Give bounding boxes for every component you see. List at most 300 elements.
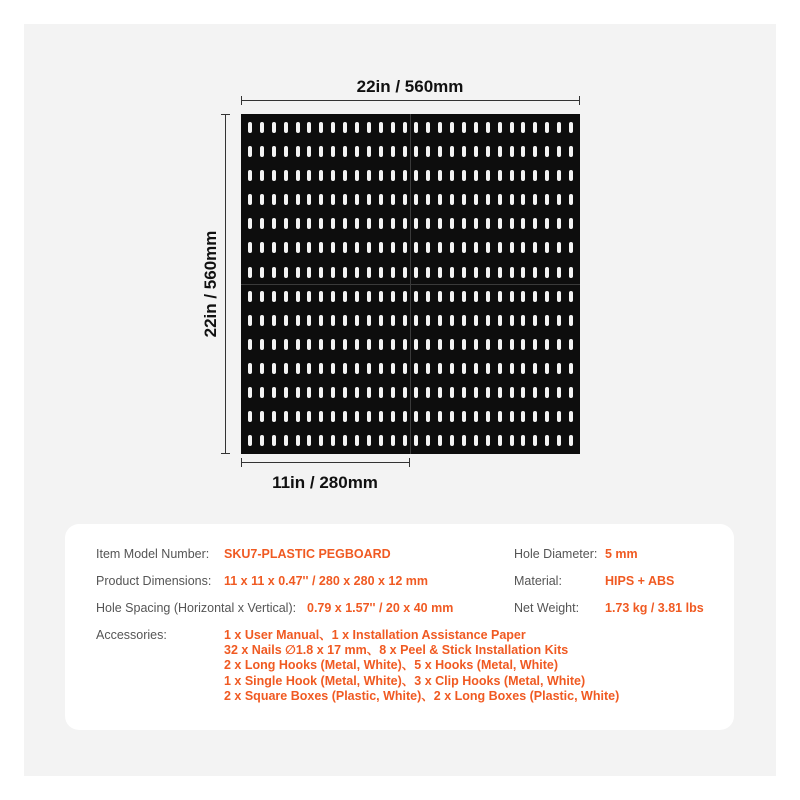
pegboard-slot bbox=[331, 218, 335, 229]
pegboard-slot bbox=[355, 146, 359, 157]
pegboard-slot bbox=[557, 122, 561, 133]
pegboard-slot bbox=[355, 170, 359, 181]
pegboard-slot bbox=[462, 242, 466, 253]
pegboard-slot bbox=[391, 170, 395, 181]
height-dimension-tick-bottom bbox=[221, 453, 230, 454]
pegboard-slot bbox=[557, 387, 561, 398]
item-model-number-label: Item Model Number: bbox=[96, 547, 210, 561]
pegboard-slot bbox=[260, 242, 264, 253]
pegboard-slot bbox=[355, 339, 359, 350]
pegboard-slot bbox=[557, 194, 561, 205]
pegboard-slot bbox=[438, 363, 442, 374]
accessory-item: 1 x Single Hook (Metal, White)、3 x Clip Hooks (Metal, White) bbox=[224, 673, 586, 688]
pegboard-slot bbox=[462, 435, 466, 446]
pegboard-slot bbox=[272, 411, 276, 422]
pegboard-slot bbox=[248, 411, 252, 422]
pegboard-slot bbox=[569, 387, 573, 398]
pegboard-slot bbox=[474, 411, 478, 422]
pegboard-slot bbox=[569, 435, 573, 446]
pegboard-slot bbox=[343, 315, 347, 326]
pegboard-slot bbox=[379, 122, 383, 133]
pegboard-slot bbox=[307, 339, 311, 350]
pegboard-slot bbox=[474, 194, 478, 205]
pegboard-slot bbox=[569, 146, 573, 157]
item-model-number-value: SKU7-PLASTIC PEGBOARD bbox=[224, 547, 391, 561]
pegboard-slot bbox=[533, 339, 537, 350]
pegboard-slot bbox=[414, 363, 418, 374]
pegboard-slot bbox=[521, 242, 525, 253]
hole-spacing-label: Hole Spacing (Horizontal x Vertical): bbox=[96, 601, 297, 615]
pegboard-slot bbox=[379, 387, 383, 398]
pegboard-slot bbox=[533, 411, 537, 422]
pegboard-slot bbox=[284, 194, 288, 205]
pegboard-slot bbox=[521, 339, 525, 350]
pegboard-slot bbox=[414, 411, 418, 422]
pegboard-slot bbox=[296, 339, 300, 350]
pegboard-slot bbox=[284, 170, 288, 181]
pegboard-slot bbox=[438, 218, 442, 229]
pegboard-slot bbox=[450, 363, 454, 374]
pegboard-slot bbox=[569, 122, 573, 133]
accessories-list bbox=[224, 628, 619, 704]
pegboard-slot bbox=[260, 339, 264, 350]
pegboard-slot bbox=[296, 170, 300, 181]
pegboard-slot bbox=[438, 194, 442, 205]
pegboard-slot bbox=[545, 315, 549, 326]
pegboard-slot bbox=[367, 315, 371, 326]
pegboard-slot bbox=[284, 387, 288, 398]
pegboard-slot bbox=[569, 363, 573, 374]
hole-diameter-value: 5 mm bbox=[605, 547, 638, 561]
material-label: Material: bbox=[514, 574, 562, 588]
pegboard-slot bbox=[450, 267, 454, 278]
pegboard-slot bbox=[426, 291, 430, 302]
pegboard-slot bbox=[533, 291, 537, 302]
pegboard-slot bbox=[319, 170, 323, 181]
pegboard-slot bbox=[296, 218, 300, 229]
pegboard-slot bbox=[248, 363, 252, 374]
pegboard-slot bbox=[498, 291, 502, 302]
pegboard-slot bbox=[545, 170, 549, 181]
pegboard-slot bbox=[272, 170, 276, 181]
net-weight-value: 1.73 kg / 3.81 lbs bbox=[605, 601, 704, 615]
pegboard-slot bbox=[438, 387, 442, 398]
pegboard-slot bbox=[260, 435, 264, 446]
pegboard-slot bbox=[307, 363, 311, 374]
pegboard-slot bbox=[486, 218, 490, 229]
pegboard-slot bbox=[296, 435, 300, 446]
pegboard-slot bbox=[248, 315, 252, 326]
pegboard-slot bbox=[248, 291, 252, 302]
pegboard-slot bbox=[319, 363, 323, 374]
pegboard-slot bbox=[426, 267, 430, 278]
pegboard-slot bbox=[557, 435, 561, 446]
pegboard-slot bbox=[474, 387, 478, 398]
pegboard-slot bbox=[510, 411, 514, 422]
pegboard-slot bbox=[521, 315, 525, 326]
pegboard-slot bbox=[331, 363, 335, 374]
pegboard-slot bbox=[533, 194, 537, 205]
accessory-item: 32 x Nails ∅1.8 x 17 mm、8 x Peel & Stick Installation Kits bbox=[224, 643, 569, 658]
pegboard-slot bbox=[403, 387, 407, 398]
pegboard-slot bbox=[367, 194, 371, 205]
pegboard-slot bbox=[343, 242, 347, 253]
pegboard-slot bbox=[569, 194, 573, 205]
pegboard-slot bbox=[307, 291, 311, 302]
pegboard-slot bbox=[521, 122, 525, 133]
pegboard-slot bbox=[557, 411, 561, 422]
pegboard-slot bbox=[260, 267, 264, 278]
pegboard-slot bbox=[474, 291, 478, 302]
pegboard-slot bbox=[414, 267, 418, 278]
pegboard-slot bbox=[284, 242, 288, 253]
pegboard-slot bbox=[367, 218, 371, 229]
pegboard-slot bbox=[474, 146, 478, 157]
pegboard-slot bbox=[426, 411, 430, 422]
pegboard-slot bbox=[248, 339, 252, 350]
pegboard-slot bbox=[284, 122, 288, 133]
pegboard-slot bbox=[474, 170, 478, 181]
pegboard-slot bbox=[533, 267, 537, 278]
pegboard-slot bbox=[521, 363, 525, 374]
pegboard-slot bbox=[284, 146, 288, 157]
width-dimension-label: 22in / 560mm bbox=[356, 77, 464, 96]
pegboard-slot bbox=[462, 291, 466, 302]
pegboard-slot bbox=[272, 363, 276, 374]
pegboard-slot bbox=[521, 291, 525, 302]
pegboard-slot bbox=[391, 363, 395, 374]
pegboard-slot bbox=[403, 291, 407, 302]
pegboard-slot bbox=[307, 411, 311, 422]
panel-width-dimension-label: 11in / 280mm bbox=[272, 473, 378, 492]
pegboard-slot bbox=[486, 170, 490, 181]
pegboard-slot bbox=[498, 387, 502, 398]
pegboard-slot bbox=[343, 435, 347, 446]
pegboard-slot bbox=[403, 194, 407, 205]
pegboard-slot bbox=[272, 122, 276, 133]
pegboard-slot bbox=[557, 146, 561, 157]
pegboard-slot bbox=[426, 146, 430, 157]
pegboard-slot bbox=[355, 122, 359, 133]
pegboard-slot bbox=[284, 291, 288, 302]
pegboard-slot bbox=[438, 267, 442, 278]
pegboard-slot bbox=[510, 122, 514, 133]
pegboard-slot bbox=[450, 339, 454, 350]
accessories-label: Accessories: bbox=[96, 628, 167, 642]
pegboard-slot bbox=[391, 387, 395, 398]
pegboard-slot bbox=[319, 267, 323, 278]
pegboard-slot bbox=[426, 218, 430, 229]
pegboard-slot bbox=[367, 146, 371, 157]
pegboard-slot bbox=[510, 363, 514, 374]
pegboard-slot bbox=[355, 435, 359, 446]
pegboard-slot bbox=[379, 170, 383, 181]
pegboard-slot bbox=[391, 242, 395, 253]
pegboard-slot bbox=[355, 267, 359, 278]
pegboard-slot bbox=[403, 315, 407, 326]
pegboard-slot bbox=[521, 194, 525, 205]
pegboard-slot bbox=[379, 339, 383, 350]
pegboard-slot bbox=[438, 339, 442, 350]
pegboard-slot bbox=[510, 387, 514, 398]
pegboard-slot bbox=[450, 242, 454, 253]
pegboard bbox=[241, 114, 580, 454]
pegboard-slot bbox=[403, 122, 407, 133]
pegboard-slot bbox=[474, 267, 478, 278]
panel-seam-horizontal bbox=[241, 284, 580, 285]
pegboard-slot bbox=[343, 218, 347, 229]
pegboard-slot bbox=[533, 315, 537, 326]
pegboard-slot bbox=[426, 363, 430, 374]
pegboard-slot bbox=[248, 218, 252, 229]
pegboard-slot bbox=[296, 315, 300, 326]
pegboard-slot bbox=[284, 339, 288, 350]
pegboard-slot bbox=[438, 411, 442, 422]
pegboard-slot bbox=[319, 242, 323, 253]
pegboard-slot bbox=[248, 435, 252, 446]
pegboard-slot bbox=[545, 146, 549, 157]
pegboard-slot bbox=[403, 170, 407, 181]
pegboard-slot bbox=[414, 122, 418, 133]
pegboard-slot bbox=[486, 291, 490, 302]
pegboard-slot bbox=[533, 363, 537, 374]
pegboard-slot bbox=[343, 339, 347, 350]
pegboard-slot bbox=[510, 194, 514, 205]
pegboard-slot bbox=[391, 267, 395, 278]
pegboard-slot bbox=[248, 146, 252, 157]
pegboard-slot bbox=[272, 387, 276, 398]
pegboard-slot bbox=[533, 170, 537, 181]
pegboard-slot bbox=[379, 291, 383, 302]
pegboard-slot bbox=[510, 291, 514, 302]
pegboard-slot bbox=[272, 146, 276, 157]
pegboard-slot bbox=[462, 339, 466, 350]
pegboard-slot bbox=[510, 170, 514, 181]
pegboard-slot bbox=[307, 315, 311, 326]
pegboard-slot bbox=[284, 218, 288, 229]
accessory-item: 2 x Square Boxes (Plastic, White)、2 x Long Boxes (Plastic, White) bbox=[224, 688, 620, 703]
pegboard-slot bbox=[462, 411, 466, 422]
pegboard-slot bbox=[414, 242, 418, 253]
pegboard-slot bbox=[403, 218, 407, 229]
pegboard-slot bbox=[319, 387, 323, 398]
pegboard-slot bbox=[296, 411, 300, 422]
pegboard-slot bbox=[486, 339, 490, 350]
pegboard-slot bbox=[498, 146, 502, 157]
pegboard-slot bbox=[545, 339, 549, 350]
pegboard-slot bbox=[426, 122, 430, 133]
pegboard-slot bbox=[557, 267, 561, 278]
pegboard-slot bbox=[486, 146, 490, 157]
pegboard-slot bbox=[450, 387, 454, 398]
pegboard-slot bbox=[296, 242, 300, 253]
pegboard-slot bbox=[391, 194, 395, 205]
pegboard-slot bbox=[248, 267, 252, 278]
pegboard-slot bbox=[307, 387, 311, 398]
pegboard-slot bbox=[426, 170, 430, 181]
pegboard-slot bbox=[319, 315, 323, 326]
pegboard-slot bbox=[260, 363, 264, 374]
pegboard-slot bbox=[379, 435, 383, 446]
pegboard-slot bbox=[355, 411, 359, 422]
pegboard-slot bbox=[545, 122, 549, 133]
pegboard-slot bbox=[319, 291, 323, 302]
pegboard-slot bbox=[510, 315, 514, 326]
product-dimensions-label: Product Dimensions: bbox=[96, 574, 212, 588]
pegboard-slot bbox=[343, 122, 347, 133]
pegboard-slot bbox=[450, 435, 454, 446]
pegboard-slot bbox=[307, 170, 311, 181]
pegboard-slot bbox=[498, 170, 502, 181]
pegboard-slot bbox=[284, 267, 288, 278]
pegboard-slot bbox=[486, 387, 490, 398]
pegboard-slot bbox=[307, 242, 311, 253]
pegboard-slot bbox=[545, 242, 549, 253]
pegboard-slot bbox=[533, 242, 537, 253]
pegboard-slot bbox=[545, 363, 549, 374]
pegboard-slot bbox=[438, 315, 442, 326]
pegboard-slot bbox=[510, 146, 514, 157]
pegboard-slot bbox=[379, 242, 383, 253]
pegboard-slot bbox=[319, 411, 323, 422]
pegboard-slot bbox=[307, 194, 311, 205]
pegboard-slot bbox=[319, 339, 323, 350]
pegboard-slot bbox=[331, 291, 335, 302]
pegboard-slot bbox=[450, 122, 454, 133]
pegboard-slot bbox=[379, 194, 383, 205]
pegboard-slot bbox=[450, 170, 454, 181]
pegboard-slot bbox=[462, 267, 466, 278]
pegboard-slot bbox=[391, 218, 395, 229]
pegboard-slot bbox=[260, 194, 264, 205]
pegboard-slot bbox=[355, 363, 359, 374]
pegboard-slot bbox=[319, 194, 323, 205]
pegboard-slot bbox=[414, 315, 418, 326]
pegboard-slot bbox=[331, 339, 335, 350]
pegboard-slot bbox=[260, 146, 264, 157]
pegboard-slot bbox=[379, 218, 383, 229]
pegboard-slot bbox=[557, 339, 561, 350]
pegboard-slot bbox=[331, 146, 335, 157]
pegboard-slot bbox=[367, 363, 371, 374]
pegboard-slot bbox=[343, 411, 347, 422]
pegboard-slot bbox=[462, 363, 466, 374]
pegboard-slot bbox=[296, 267, 300, 278]
pegboard-slot bbox=[521, 146, 525, 157]
pegboard-slot bbox=[462, 146, 466, 157]
pegboard-slot bbox=[260, 170, 264, 181]
pegboard-slot bbox=[414, 291, 418, 302]
pegboard-slot bbox=[545, 194, 549, 205]
pegboard-slot bbox=[498, 411, 502, 422]
pegboard-slot bbox=[533, 146, 537, 157]
pegboard-slot bbox=[545, 291, 549, 302]
pegboard-slot bbox=[557, 363, 561, 374]
pegboard-slot bbox=[307, 435, 311, 446]
pegboard-slot bbox=[248, 194, 252, 205]
accessory-item: 1 x User Manual、1 x Installation Assistance Paper bbox=[224, 628, 526, 642]
width-dimension-line bbox=[241, 100, 580, 101]
pegboard-slot bbox=[557, 315, 561, 326]
pegboard-slot bbox=[414, 218, 418, 229]
pegboard-slot bbox=[403, 267, 407, 278]
pegboard-slot bbox=[450, 218, 454, 229]
pegboard-slot bbox=[367, 435, 371, 446]
pegboard-slot bbox=[391, 435, 395, 446]
pegboard-slot bbox=[426, 194, 430, 205]
pegboard-slot bbox=[272, 242, 276, 253]
pegboard-slot bbox=[498, 363, 502, 374]
pegboard-slot bbox=[367, 242, 371, 253]
pegboard-slot bbox=[331, 411, 335, 422]
pegboard-slot bbox=[569, 315, 573, 326]
pegboard-slot bbox=[426, 315, 430, 326]
pegboard-slot bbox=[307, 218, 311, 229]
pegboard-slot bbox=[462, 218, 466, 229]
pegboard-slot bbox=[510, 339, 514, 350]
pegboard-slot bbox=[343, 363, 347, 374]
pegboard-slot bbox=[462, 387, 466, 398]
pegboard-slot bbox=[367, 122, 371, 133]
pegboard-slot bbox=[296, 291, 300, 302]
pegboard-slot bbox=[355, 387, 359, 398]
pegboard-slot bbox=[414, 339, 418, 350]
pegboard-slot bbox=[569, 242, 573, 253]
product-dimensions-value: 11 x 11 x 0.47'' / 280 x 280 x 12 mm bbox=[224, 574, 429, 588]
pegboard-slot bbox=[307, 267, 311, 278]
pegboard-slot bbox=[272, 435, 276, 446]
pegboard-slot bbox=[450, 315, 454, 326]
pegboard-slot bbox=[569, 291, 573, 302]
hole-diameter-label: Hole Diameter: bbox=[514, 547, 598, 561]
pegboard-slot bbox=[569, 267, 573, 278]
pegboard-slot bbox=[355, 315, 359, 326]
pegboard-slot bbox=[367, 267, 371, 278]
pegboard-slot bbox=[272, 315, 276, 326]
pegboard-slot bbox=[343, 146, 347, 157]
pegboard-slot bbox=[486, 122, 490, 133]
pegboard-slot bbox=[343, 387, 347, 398]
pegboard-slot bbox=[474, 339, 478, 350]
pegboard-slot bbox=[331, 194, 335, 205]
pegboard-slot bbox=[533, 435, 537, 446]
pegboard-slot bbox=[474, 363, 478, 374]
pegboard-slot bbox=[367, 411, 371, 422]
pegboard-slot bbox=[284, 315, 288, 326]
pegboard-slot bbox=[296, 363, 300, 374]
pegboard-slot bbox=[331, 170, 335, 181]
pegboard-slot bbox=[331, 122, 335, 133]
pegboard-slot bbox=[367, 291, 371, 302]
pegboard-slot bbox=[533, 387, 537, 398]
pegboard-slot bbox=[557, 170, 561, 181]
pegboard-slot bbox=[438, 242, 442, 253]
pegboard-slot bbox=[319, 435, 323, 446]
pegboard-slot bbox=[545, 435, 549, 446]
pegboard-slot bbox=[379, 146, 383, 157]
pegboard-slot bbox=[272, 218, 276, 229]
pegboard-slot bbox=[545, 267, 549, 278]
pegboard-slot bbox=[521, 218, 525, 229]
pegboard-slot bbox=[569, 218, 573, 229]
specifications-card bbox=[65, 524, 734, 730]
pegboard-slot bbox=[462, 315, 466, 326]
pegboard-slot bbox=[557, 291, 561, 302]
net-weight-label: Net Weight: bbox=[514, 601, 580, 615]
pegboard-slot bbox=[391, 315, 395, 326]
pegboard-slot bbox=[510, 267, 514, 278]
pegboard-slot bbox=[331, 315, 335, 326]
